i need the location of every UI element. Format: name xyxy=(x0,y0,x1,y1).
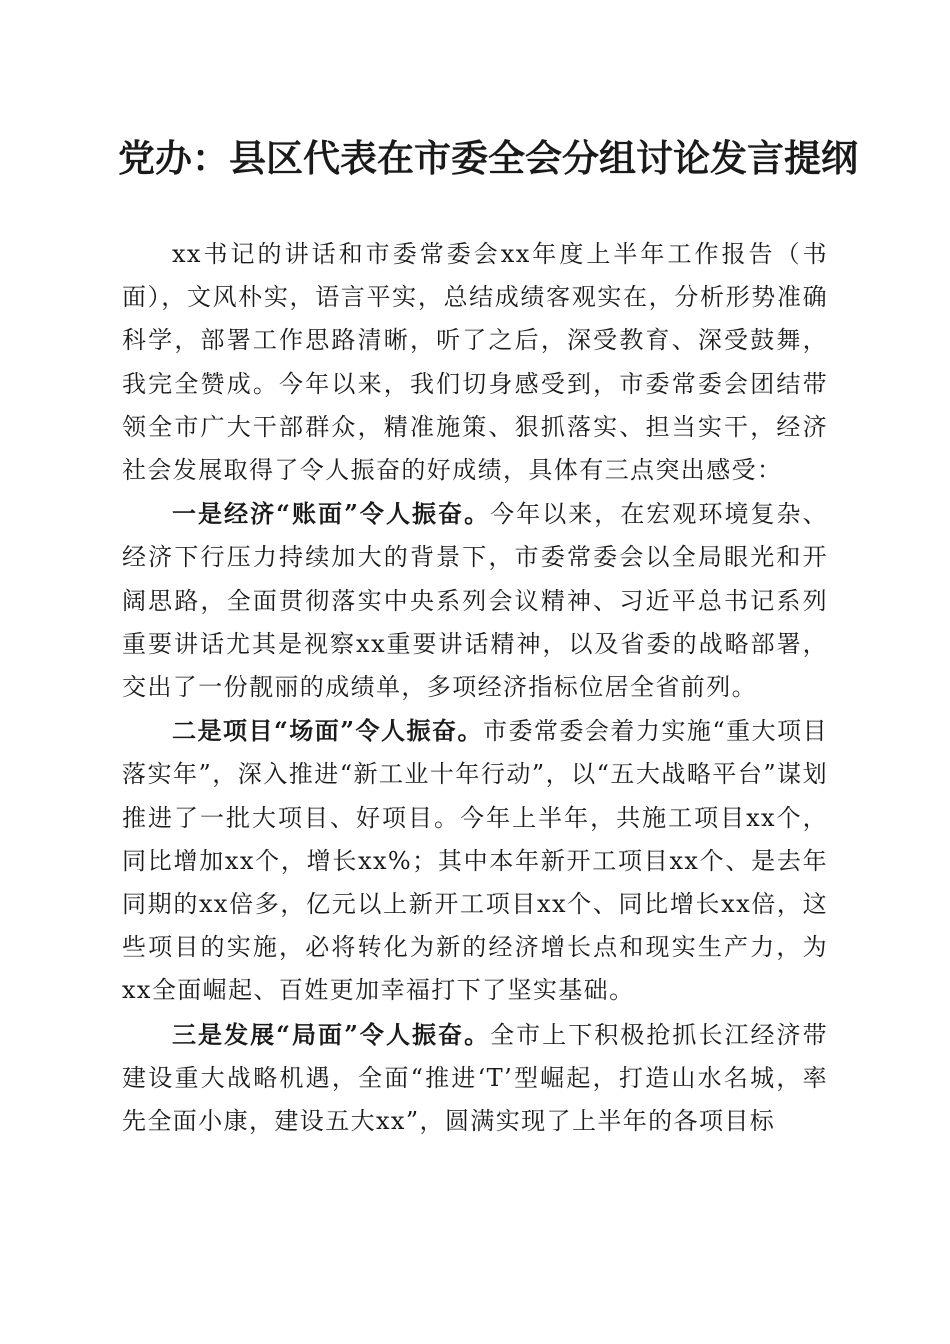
paragraph-lead: 二是项目“场面”令人振奋。 xyxy=(172,716,483,746)
paragraph-projects xyxy=(122,709,828,1012)
paragraph-intro xyxy=(122,233,828,492)
paragraph-lead: 三是发展“局面”令人振奋。 xyxy=(172,1019,491,1049)
paragraph-text: 全市上下积极抢抓长江经济带建设重大战略机遇，全面“推进‘T’型崛起，打造山水名城，率先全面小康，建设五大xx”，圆满实现了上半年的各项目标 xyxy=(122,1020,828,1136)
paragraph-text: 今年以来，在宏观环境复杂、经济下行压力持续加大的背景下，市委常委会以全局眼光和开阔思路，全面贯彻落实中央系列会议精神、习近平总书记系列重要讲话尤其是视察xx重要讲话精神，以及省委的战略部署，交出了一份靓丽的成绩单，多项经济指标位居全省前列。 xyxy=(122,500,828,702)
paragraph-text: 市委常委会着力实施“重大项目落实年”，深入推进“新工业十年行动”，以“五大战略平台”谋划推进了一批大项目、好项目。今年上半年，共施工项目xx个，同比增加xx个，增长xx%；其中本年新开工项目xx个、是去年同期的xx倍多，亿元以上新开工项目xx个、同比增长xx倍，这些项目的实施，必将转化为新的经济增长点和现实生产力，为xx全面崛起、百姓更加幸福打下了坚实基础。 xyxy=(122,717,828,1005)
paragraph-economy xyxy=(122,492,828,709)
document-body xyxy=(122,233,828,1143)
document-title: 党办：县区代表在市委全会分组讨论发言提纲 xyxy=(118,136,858,180)
paragraph-lead: 一是经济“账面”令人振奋。 xyxy=(172,499,491,529)
paragraph-text: xx书记的讲话和市委常委会xx年度上半年工作报告（书面），文风朴实，语言平实，总结成绩客观实在，分析形势准确科学，部署工作思路清晰，听了之后，深受教育、深受鼓舞，我完全赞成。今年以来，我们切身感受到，市委常委会团结带领全市广大干部群众，精准施策、狠抓落实、担当实干，经济社会发展取得了令人振奋的好成绩，具体有三点突出感受： xyxy=(122,240,828,485)
paragraph-development xyxy=(122,1013,828,1144)
